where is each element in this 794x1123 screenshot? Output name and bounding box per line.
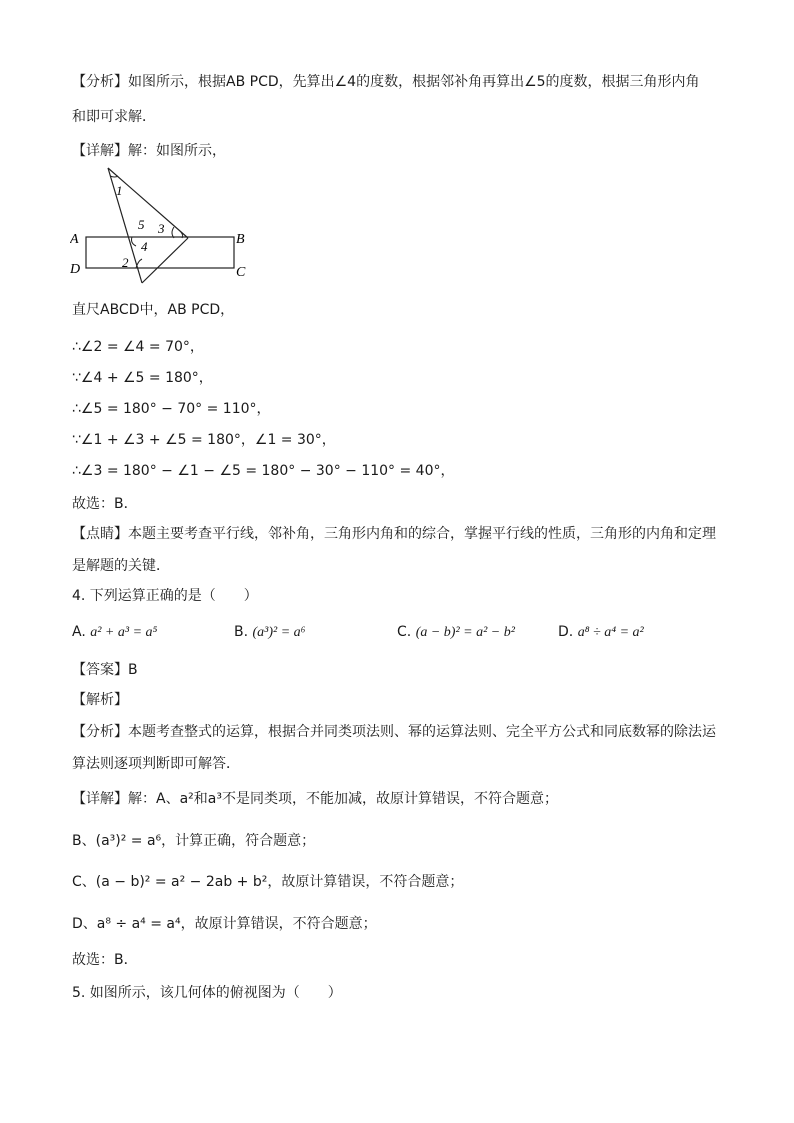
option-expr: a⁸ ÷ a⁴ = a²: [577, 625, 644, 640]
label-angle-5: 5: [138, 217, 145, 232]
q4-answer-line: [72, 660, 138, 680]
label-A: A: [70, 232, 79, 247]
q4-option-c: [397, 622, 515, 643]
ruler-rectangle: [86, 237, 234, 268]
answer-value: B: [128, 662, 138, 678]
q4-detail-line: 故选：B．: [72, 952, 138, 968]
label-angle-3: 3: [158, 221, 165, 236]
option-expr: a² + a³ = a⁵: [90, 625, 158, 640]
comment-tag: 【点睛】: [72, 526, 128, 542]
q4-detail-line: C、(a − b)² = a² − 2ab + b²，故原计算错误，不符合题意；: [72, 874, 464, 890]
triangle-side-right: [142, 238, 188, 283]
option-letter: C.: [397, 624, 412, 640]
ruler-triangle-diagram: [70, 163, 260, 293]
q5-stem: 5. 如图所示，该几何体的俯视图为（ ）: [72, 985, 342, 1001]
step-line: ∵∠1 + ∠3 + ∠5 = 180°，∠1 = 30°，: [72, 432, 336, 448]
comment-line-1: [72, 524, 716, 544]
analysis-text-1: 如图所示，根据AB PCD，先算出∠4的度数，根据邻补角再算出∠5的度数，根据三角形内角: [128, 74, 700, 90]
comment-line-2: 是解题的关键．: [72, 558, 170, 574]
step-line: ∴∠2 = ∠4 = 70°，: [72, 339, 204, 355]
q4-stem: 4. 下列运算正确的是（ ）: [72, 588, 258, 604]
geometry-figure: [70, 163, 260, 297]
step-line: ∴∠3 = 180° − ∠1 − ∠5 = 180° − 30° − 110° = 40°，: [72, 463, 455, 479]
detail-tag: 【详解】: [72, 143, 128, 159]
detail-text: 解：A、a²和a³不是同类项，不能加减，故原计算错误，不符合题意；: [128, 791, 558, 807]
label-C: C: [236, 265, 246, 280]
q4-analysis-line-1: [72, 722, 716, 742]
option-expr: (a³)² = a⁶: [252, 625, 306, 640]
q4-detail-line: D、a⁸ ÷ a⁴ = a⁴，故原计算错误，不符合题意；: [72, 916, 377, 932]
option-letter: B.: [234, 624, 249, 640]
angle-arc-2: [136, 259, 142, 268]
answer-tag: 【答案】: [72, 662, 128, 678]
analysis-line-2: 和即可求解．: [72, 109, 156, 125]
q4-option-b: [234, 622, 306, 643]
step-line: 直尺ABCD中，AB PCD，: [72, 302, 235, 318]
label-D: D: [70, 262, 81, 277]
option-letter: A.: [72, 624, 86, 640]
detail-tag: 【详解】: [72, 791, 128, 807]
label-angle-2: 2: [122, 255, 129, 270]
analysis-text-1: 本题考查整式的运算，根据合并同类项法则、幂的运算法则、完全平方公式和同底数幂的除法运: [128, 724, 716, 740]
q4-jiexi-tag: 【解析】: [72, 692, 128, 708]
option-letter: D.: [558, 624, 574, 640]
q4-analysis-line-2: 算法则逐项判断即可解答．: [72, 756, 240, 772]
comment-text-1: 本题主要考查平行线，邻补角，三角形内角和的综合，掌握平行线的性质，三角形的内角和定理: [128, 526, 716, 542]
analysis-line-1: [72, 72, 700, 92]
angle-arc-5: [132, 237, 137, 246]
step-line: ∴∠5 = 180° − 70° = 110°，: [72, 401, 271, 417]
analysis-tag: 【分析】: [72, 724, 128, 740]
label-angle-4: 4: [141, 239, 148, 254]
detail-line: [72, 141, 226, 161]
angle-arc-1: [110, 176, 118, 177]
q4-detail-line: B、(a³)² = a⁶，计算正确，符合题意；: [72, 833, 316, 849]
detail-text: 解：如图所示，: [128, 143, 226, 159]
label-B: B: [236, 232, 245, 247]
q4-option-d: [558, 622, 644, 643]
label-angle-1: 1: [116, 183, 123, 198]
angle-arc-3: [172, 227, 174, 238]
triangle-side-top: [108, 168, 188, 238]
analysis-tag: 【分析】: [72, 74, 128, 90]
step-line: 故选：B．: [72, 496, 138, 512]
q4-option-a: [72, 622, 157, 643]
q4-detail-line-1: [72, 789, 558, 809]
step-line: ∵∠4 + ∠5 = 180°，: [72, 370, 213, 386]
option-expr: (a − b)² = a² − b²: [415, 625, 515, 640]
